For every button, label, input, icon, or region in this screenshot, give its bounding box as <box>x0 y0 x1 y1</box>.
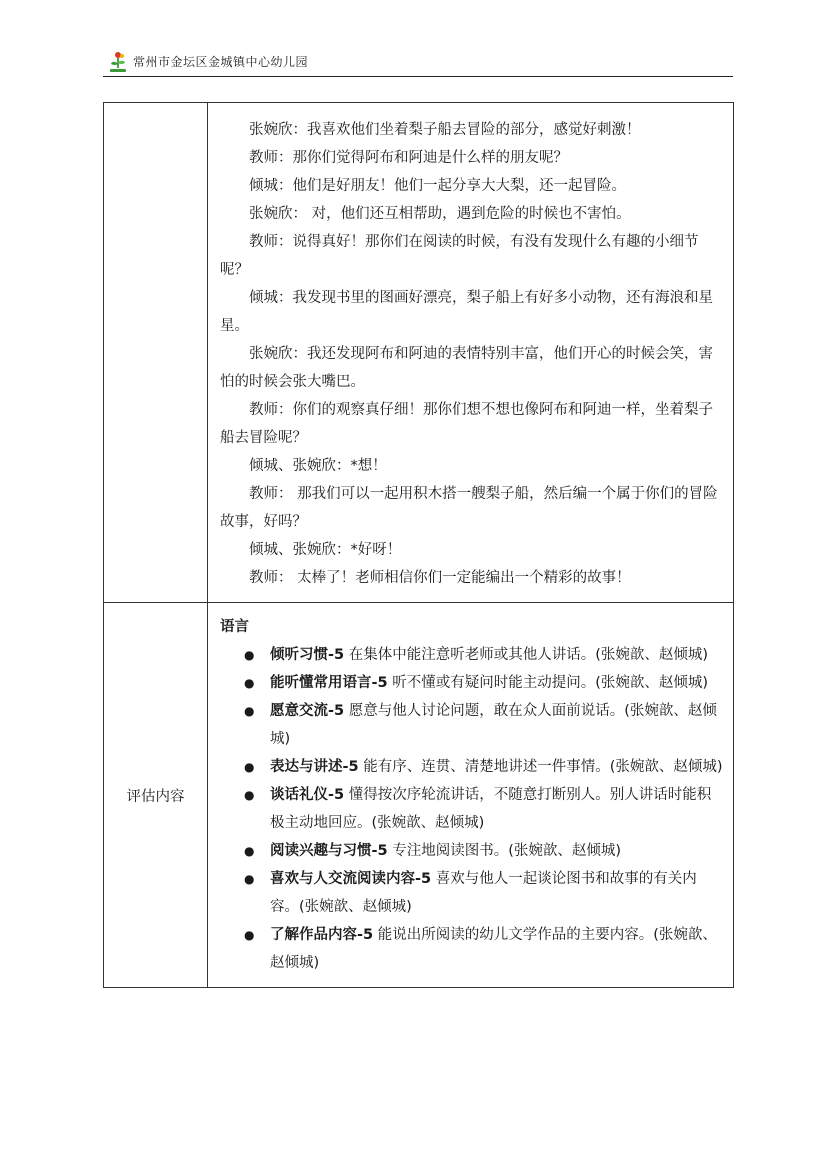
evaluation-item-text: 喜欢与他人一起谈论图书和故事的有关内容。(张婉歆、赵倾城) <box>270 871 697 915</box>
dialogue-line: 倾城：我发现书里的图画好漂亮，梨子船上有好多小动物，还有海浪和星星。 <box>220 290 713 334</box>
page-header <box>103 48 733 77</box>
bullet-icon: ● <box>244 872 255 886</box>
dialogue-line: 教师：说得真好！那你们在阅读的时候，有没有发现什么有趣的小细节呢？ <box>220 234 699 278</box>
evaluation-item-name: 喜欢与人交流阅读内容-5 <box>270 871 432 887</box>
evaluation-heading: 语言 <box>220 619 249 635</box>
dialogue-line: 张婉欣：我喜欢他们坐着梨子船去冒险的部分，感觉好刺激！ <box>249 122 641 138</box>
evaluation-item-text: 能有序、连贯、清楚地讲述一件事情。(张婉歆、赵倾城) <box>358 759 723 775</box>
dialogue-line: 张婉欣：我还发现阿布和阿迪的表情特别丰富，他们开心的时候会笑，害怕的时候会张大嘴巴。 <box>220 346 713 390</box>
evaluation-item <box>220 641 723 669</box>
dialogue-line: 教师： 那我们可以一起用积木搭一艘梨子船，然后编一个属于你们的冒险故事，好吗？ <box>220 486 718 530</box>
bullet-icon: ● <box>244 760 255 774</box>
evaluation-item <box>220 697 723 753</box>
dialogue-cell <box>208 103 734 603</box>
evaluation-item-name: 愿意交流-5 <box>270 703 345 719</box>
dialogue-line: 教师：那你们觉得阿布和阿迪是什么样的朋友呢？ <box>249 150 568 166</box>
evaluation-item <box>220 865 723 921</box>
bullet-icon: ● <box>244 844 255 858</box>
school-logo-icon <box>107 50 129 74</box>
dialogue-line: 教师：你们的观察真仔细！那你们想不想也像阿布和阿迪一样，坐着梨子船去冒险呢？ <box>220 402 713 446</box>
evaluation-item-name: 谈话礼仪-5 <box>270 787 345 803</box>
evaluation-item <box>220 753 723 781</box>
evaluation-item-text: 在集体中能注意听老师或其他人讲话。(张婉歆、赵倾城) <box>344 647 709 663</box>
evaluation-item-text: 专注地阅读图书。(张婉歆、赵倾城) <box>387 843 622 859</box>
evaluation-row <box>104 603 734 988</box>
bullet-icon: ● <box>244 788 255 802</box>
record-table <box>103 102 734 988</box>
bullet-icon: ● <box>244 704 255 718</box>
dialogue-label-cell <box>104 103 208 603</box>
dialogue-line: 倾城、张婉欣：*想！ <box>249 458 387 474</box>
bullet-icon: ● <box>244 676 255 690</box>
evaluation-item-text: 懂得按次序轮流讲话，不随意打断别人。别人讲话时能积极主动地回应。(张婉歆、赵倾城) <box>270 787 712 831</box>
evaluation-item-name: 了解作品内容-5 <box>270 927 374 943</box>
dialogue-line: 张婉欣： 对，他们还互相帮助，遇到危险的时候也不害怕。 <box>249 206 631 222</box>
dialogue-row <box>104 103 734 603</box>
evaluation-item-text: 愿意与他人讨论问题，敢在众人面前说话。(张婉歆、赵倾城) <box>270 703 717 747</box>
school-name: 常州市金坛区金城镇中心幼儿园 <box>133 55 309 69</box>
evaluation-item-text: 听不懂或有疑问时能主动提问。(张婉歆、赵倾城) <box>387 675 709 691</box>
bullet-icon: ● <box>244 648 255 662</box>
dialogue-line: 倾城、张婉欣：*好呀！ <box>249 542 402 558</box>
evaluation-cell <box>208 603 734 988</box>
evaluation-item-name: 阅读兴趣与习惯-5 <box>270 843 388 859</box>
evaluation-item <box>220 781 723 837</box>
evaluation-item-name: 倾听习惯-5 <box>270 647 345 663</box>
evaluation-item-name: 表达与讲述-5 <box>270 759 359 775</box>
evaluation-item <box>220 921 723 977</box>
evaluation-item-name: 能听懂常用语言-5 <box>270 675 388 691</box>
bullet-icon: ● <box>244 928 255 942</box>
dialogue-block <box>208 103 733 602</box>
evaluation-label: 评估内容 <box>104 603 208 988</box>
evaluation-list <box>220 641 723 977</box>
dialogue-line: 倾城：他们是好朋友！他们一起分享大大梨，还一起冒险。 <box>249 178 626 194</box>
evaluation-item-text: 能说出所阅读的幼儿文学作品的主要内容。(张婉歆、赵倾城) <box>270 927 717 971</box>
evaluation-item <box>220 837 723 865</box>
dialogue-line: 教师： 太棒了！老师相信你们一定能编出一个精彩的故事！ <box>249 570 631 586</box>
evaluation-item <box>220 669 723 697</box>
